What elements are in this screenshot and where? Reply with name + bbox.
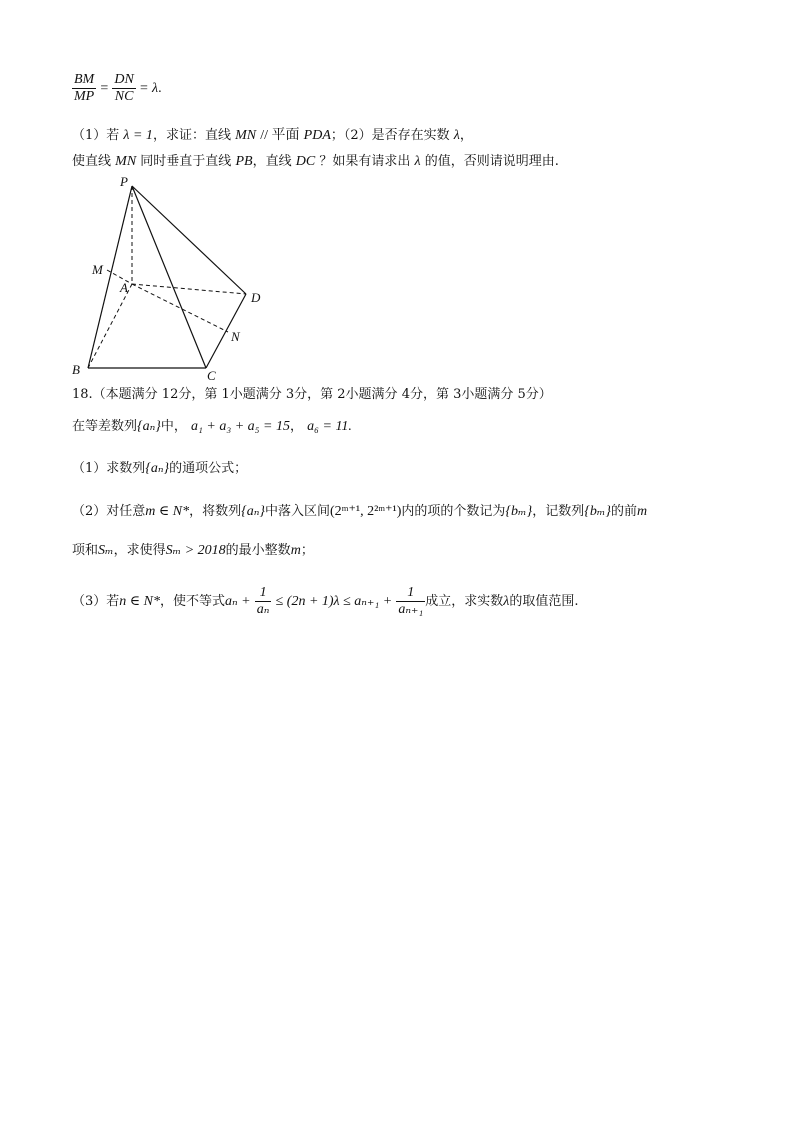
q17-p2-lambda: λ — [453, 128, 460, 143]
q17-p2-prefix: ；（2）是否存在实数 — [330, 128, 450, 143]
q18-p3-mid: ≤ (2n + 1)λ ≤ aₙ₊₁ + — [275, 594, 393, 609]
q17-p1-parallel: // 平面 — [260, 128, 300, 143]
q17-l2-b: 同时垂直于直线 — [140, 154, 232, 169]
q17-l2-a: 使直线 — [72, 154, 112, 169]
q18-p2-ineq: Sₘ > 2018 — [165, 543, 226, 558]
q18-p2-f: 的前 — [611, 504, 638, 519]
q18-p3-c: 成立，求实数 — [425, 594, 504, 609]
edge-ab — [88, 284, 132, 368]
q18-p2-l2-d: ； — [300, 543, 314, 558]
q17-p2-comma: ， — [459, 128, 473, 143]
ratio-fraction-dn-nc — [112, 72, 135, 105]
label-n: N — [231, 329, 240, 344]
q18-p3-n: n ∈ N* — [119, 594, 160, 609]
q18-p2-m2: m — [637, 504, 648, 519]
q18-p3-frac2-num: 1 — [396, 585, 425, 602]
q17-l2-e: 的值，否则请说明理由. — [424, 154, 559, 169]
q18-p2-m: m ∈ N* — [145, 504, 190, 519]
ratio-equation: $\frac{BM}{MP}$ = $\frac{DN}{NC}$ = λ. — [74, 72, 162, 104]
edge-pc — [132, 186, 206, 368]
q18-p3-fraction-1 — [255, 585, 272, 618]
q18-part1 — [72, 460, 247, 478]
q18-p3-lambda: λ — [503, 594, 510, 609]
edge-ad — [132, 284, 246, 294]
q17-p1-prefix: （1）若 — [72, 128, 120, 143]
q18-intro-a: 在等差数列 — [72, 419, 138, 434]
q18-p2-sm: Sₘ — [98, 543, 114, 558]
q18-p2-b: ，将数列 — [189, 504, 242, 519]
label-c: C — [207, 368, 216, 382]
q17-l2-pb: PB — [235, 154, 253, 169]
q17-l2-d: ？如果有请求出 — [319, 154, 411, 169]
q17-l2-dc: DC — [295, 154, 316, 169]
q18-p2-seq: {aₙ} — [241, 504, 265, 519]
q17-line-2 — [72, 153, 559, 171]
q18-intro-eq2: a₆ = 11. — [307, 419, 352, 434]
q18-part3 — [72, 585, 579, 619]
q18-intro — [72, 418, 352, 436]
label-m: M — [92, 262, 103, 277]
ratio-num-dn: DN — [114, 72, 134, 87]
ratio-fraction-bm-mp — [72, 72, 96, 105]
q18-p2-l2-a: 项和 — [72, 543, 99, 558]
q18-p1-b: 的通项公式； — [169, 461, 248, 476]
q17-l2-lambda: λ — [414, 154, 421, 169]
q18-p2-bm: {bₘ} — [505, 504, 533, 519]
q18-p2-c: 中落入区间 — [264, 504, 330, 519]
edge-pb — [88, 186, 132, 368]
q18-p2-a: （2）对任意 — [72, 504, 146, 519]
q18-p3-frac1-den: aₙ — [256, 602, 270, 617]
label-b: B — [72, 362, 80, 377]
q17-l2-c: ，直线 — [252, 154, 292, 169]
q18-part2-line1 — [72, 503, 647, 521]
pyramid-figure — [70, 172, 270, 382]
q18-intro-eq1: a₁ + a₃ + a₅ = 15 — [191, 419, 290, 434]
q17-l2-mn: MN — [115, 154, 137, 169]
q18-p2-bm2: {bₘ} — [584, 504, 612, 519]
q17-line-1 — [72, 127, 473, 145]
edge-pd — [132, 186, 246, 294]
q18-intro-b: 中， — [160, 419, 187, 434]
q18-p2-e: ，记数列 — [532, 504, 585, 519]
label-a: A — [120, 280, 128, 295]
q18-part2-line2 — [72, 542, 314, 560]
q18-p1-a: （1）求数列 — [72, 461, 146, 476]
q18-intro-sep: ， — [290, 419, 304, 434]
q17-p1-pda: PDA — [303, 128, 331, 143]
q18-p2-l2-b: ，求使得 — [113, 543, 166, 558]
label-p: P — [120, 174, 128, 189]
label-d: D — [251, 290, 261, 305]
q18-p3-d: 的取值范围. — [509, 594, 579, 609]
q18-p1-seq: {aₙ} — [145, 461, 170, 476]
q18-header: 18.（本题满分 12分，第 1小题满分 3分，第 2小题满分 4分，第 3小题满分 5分） — [72, 387, 552, 402]
q18-p3-b: ，使不等式 — [159, 594, 225, 609]
q18-p3-frac2-den: aₙ₊₁ — [398, 602, 424, 617]
ratio-num-bm: BM — [74, 72, 95, 87]
q18-p3-frac1-num: 1 — [255, 585, 272, 602]
q18-p2-d: 内的项的个数记为 — [401, 504, 506, 519]
q18-p3-an: aₙ + — [225, 594, 251, 609]
q17-p1-condition: λ = 1 — [123, 128, 153, 143]
q18-p2-l2-c: 的最小整数 — [225, 543, 291, 558]
q18-intro-seq: {aₙ} — [137, 419, 161, 434]
segment-an — [132, 284, 228, 332]
q18-p2-interval: (2ᵐ⁺¹, 2²ᵐ⁺¹) — [330, 504, 402, 519]
q17-p1-mn: MN — [235, 128, 257, 143]
q18-p2-m3: m — [290, 543, 301, 558]
lambda-symbol: λ — [152, 81, 159, 96]
equals-sign-2: = — [140, 81, 148, 96]
equals-sign: = — [100, 81, 109, 96]
q17-p1-mid: ，求证：直线 — [152, 128, 231, 143]
ratio-den-nc: NC — [114, 89, 134, 104]
q18-p3-a: （3）若 — [72, 594, 120, 609]
q18-p3-fraction-2 — [396, 585, 425, 618]
ratio-den-mp: MP — [74, 89, 95, 104]
